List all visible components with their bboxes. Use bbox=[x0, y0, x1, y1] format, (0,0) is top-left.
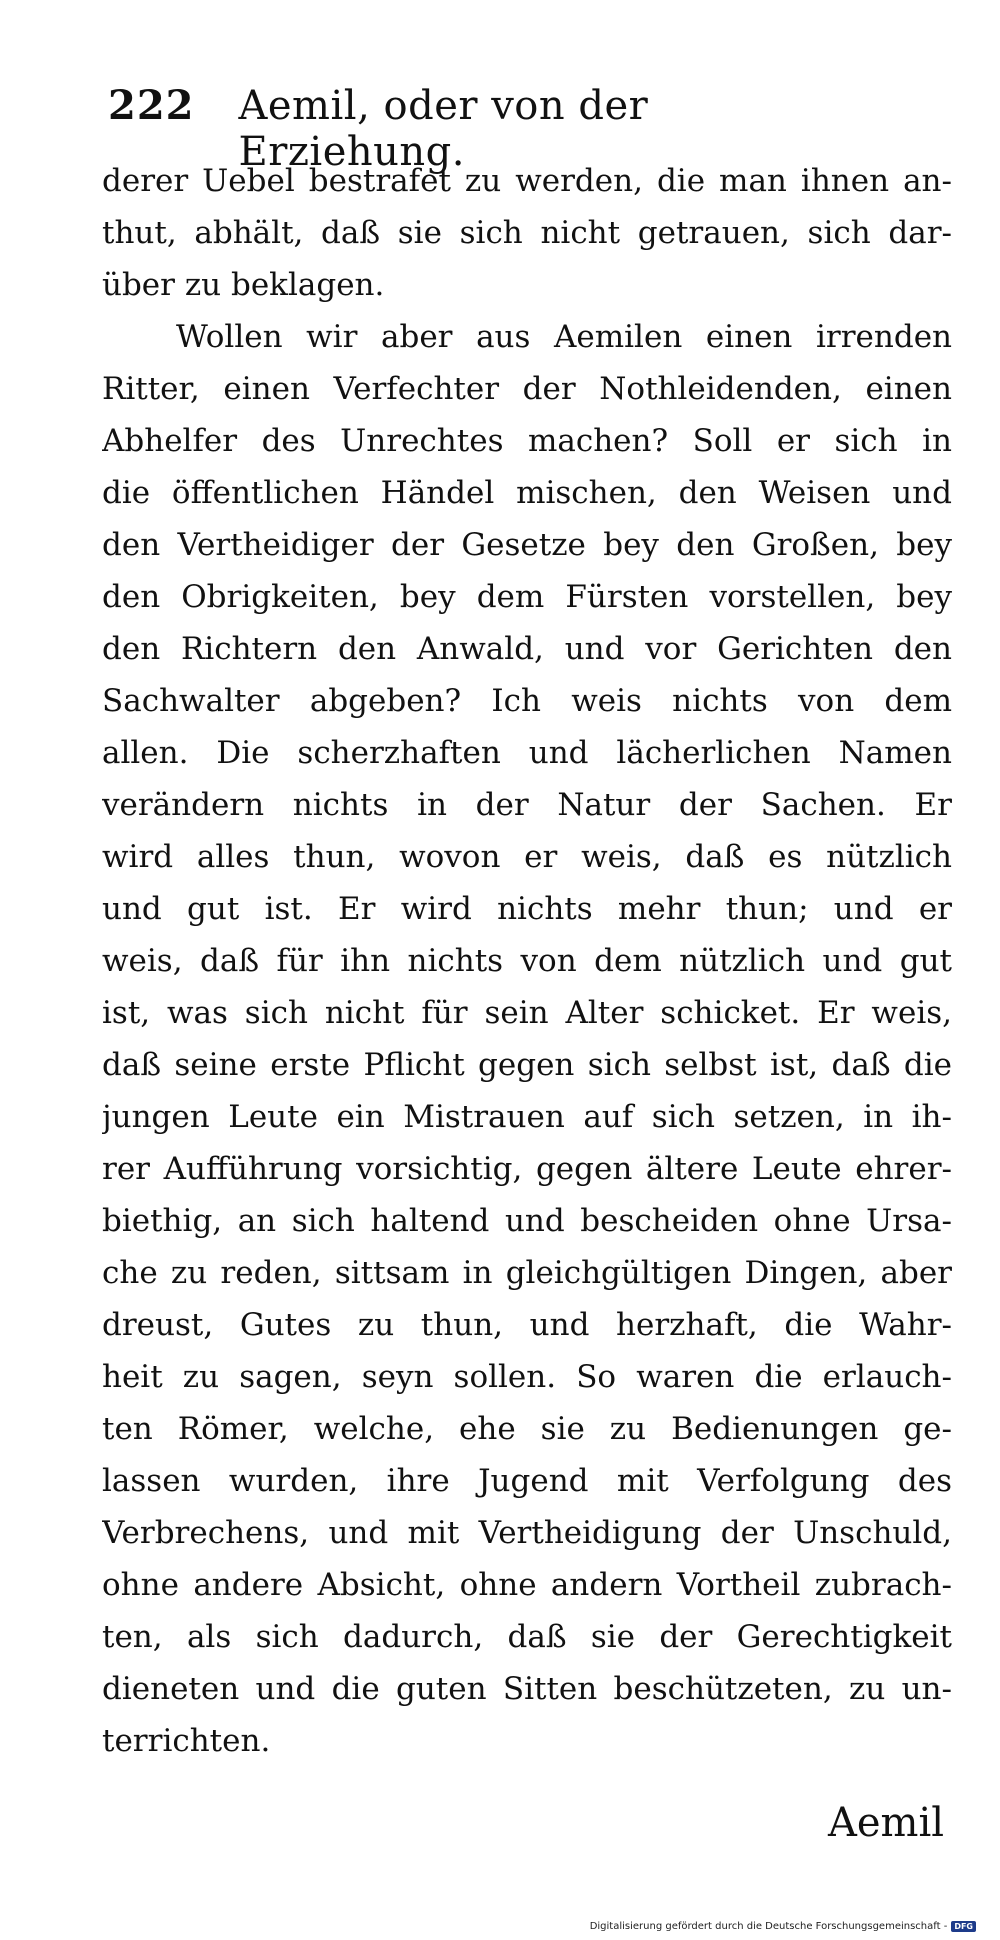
text-line: weis, daß für ihn nichts von dem nützlich und gut bbox=[102, 943, 952, 979]
text-line: daß seine erste Pflicht gegen sich selbst ist, daß die bbox=[102, 1047, 952, 1083]
text-line: Abhelfer des Unrechtes machen? Soll er sich in bbox=[102, 423, 952, 459]
text-line: den Obrigkeiten, bey dem Fürsten vorstellen, bey bbox=[102, 579, 952, 615]
text-line: ist, was sich nicht für sein Alter schicket. Er weis, bbox=[102, 995, 952, 1031]
text-line: und gut ist. Er wird nichts mehr thun; und er bbox=[102, 891, 952, 927]
text-line: ohne andere Absicht, ohne andern Vortheil zubrach- bbox=[102, 1567, 952, 1603]
text-line: Verbrechens, und mit Vertheidigung der Unschuld, bbox=[102, 1515, 952, 1551]
text-line: wird alles thun, wovon er weis, daß es nützlich bbox=[102, 839, 952, 875]
text-line: Sachwalter abgeben? Ich weis nichts von dem bbox=[102, 683, 952, 719]
text-line: jungen Leute ein Mistrauen auf sich setzen, in ih- bbox=[102, 1099, 952, 1135]
credit-text: Digitalisierung gefördert durch die Deutsche Forschungsgemeinschaft - bbox=[589, 1921, 948, 1932]
text-line: allen. Die scherzhaften und lächerlichen Namen bbox=[102, 735, 952, 771]
text-line: rer Aufführung vorsichtig, gegen ältere Leute ehrer- bbox=[102, 1151, 952, 1187]
text-line: biethig, an sich haltend und bescheiden ohne Ursa- bbox=[102, 1203, 952, 1239]
text-line: die öffentlichen Händel mischen, den Weisen und bbox=[102, 475, 952, 511]
text-line: terrichten. bbox=[102, 1723, 271, 1759]
text-line: ten, als sich dadurch, daß sie der Gerechtigkeit bbox=[102, 1619, 952, 1655]
text-line: den Richtern den Anwald, und vor Gerichten den bbox=[102, 631, 952, 667]
dfg-logo-icon: DFG bbox=[951, 1921, 976, 1932]
text-line: Ritter, einen Verfechter der Nothleidenden, einen bbox=[102, 371, 952, 407]
page-header bbox=[108, 82, 868, 175]
text-line: verändern nichts in der Natur der Sachen. Er bbox=[102, 787, 952, 823]
text-line: ten Römer, welche, ehe sie zu Bedienungen ge- bbox=[102, 1411, 952, 1447]
text-line: Wollen wir aber aus Aemilen einen irrenden bbox=[176, 319, 952, 355]
page-number: 222 bbox=[108, 82, 195, 129]
catchword: Aemil bbox=[828, 1800, 945, 1846]
text-line: derer Uebel bestrafet zu werden, die man ihnen an- bbox=[102, 163, 952, 199]
text-line: dieneten und die guten Sitten beschützeten, zu un- bbox=[102, 1671, 952, 1707]
text-line: über zu beklagen. bbox=[102, 267, 385, 303]
text-line: thut, abhält, daß sie sich nicht getrauen, sich dar- bbox=[102, 215, 952, 251]
text-line: heit zu sagen, seyn sollen. So waren die erlauch- bbox=[102, 1359, 952, 1395]
text-line: che zu reden, sittsam in gleichgültigen Dingen, aber bbox=[102, 1255, 952, 1291]
body-text bbox=[102, 155, 952, 1767]
digitization-credit bbox=[590, 1921, 976, 1932]
running-title: Aemil, oder von der Erziehung. bbox=[238, 83, 649, 175]
text-line: den Vertheidiger der Gesetze bey den Großen, bey bbox=[102, 527, 952, 563]
text-line: dreust, Gutes zu thun, und herzhaft, die Wahr- bbox=[102, 1307, 952, 1343]
text-line: lassen wurden, ihre Jugend mit Verfolgung des bbox=[102, 1463, 952, 1499]
